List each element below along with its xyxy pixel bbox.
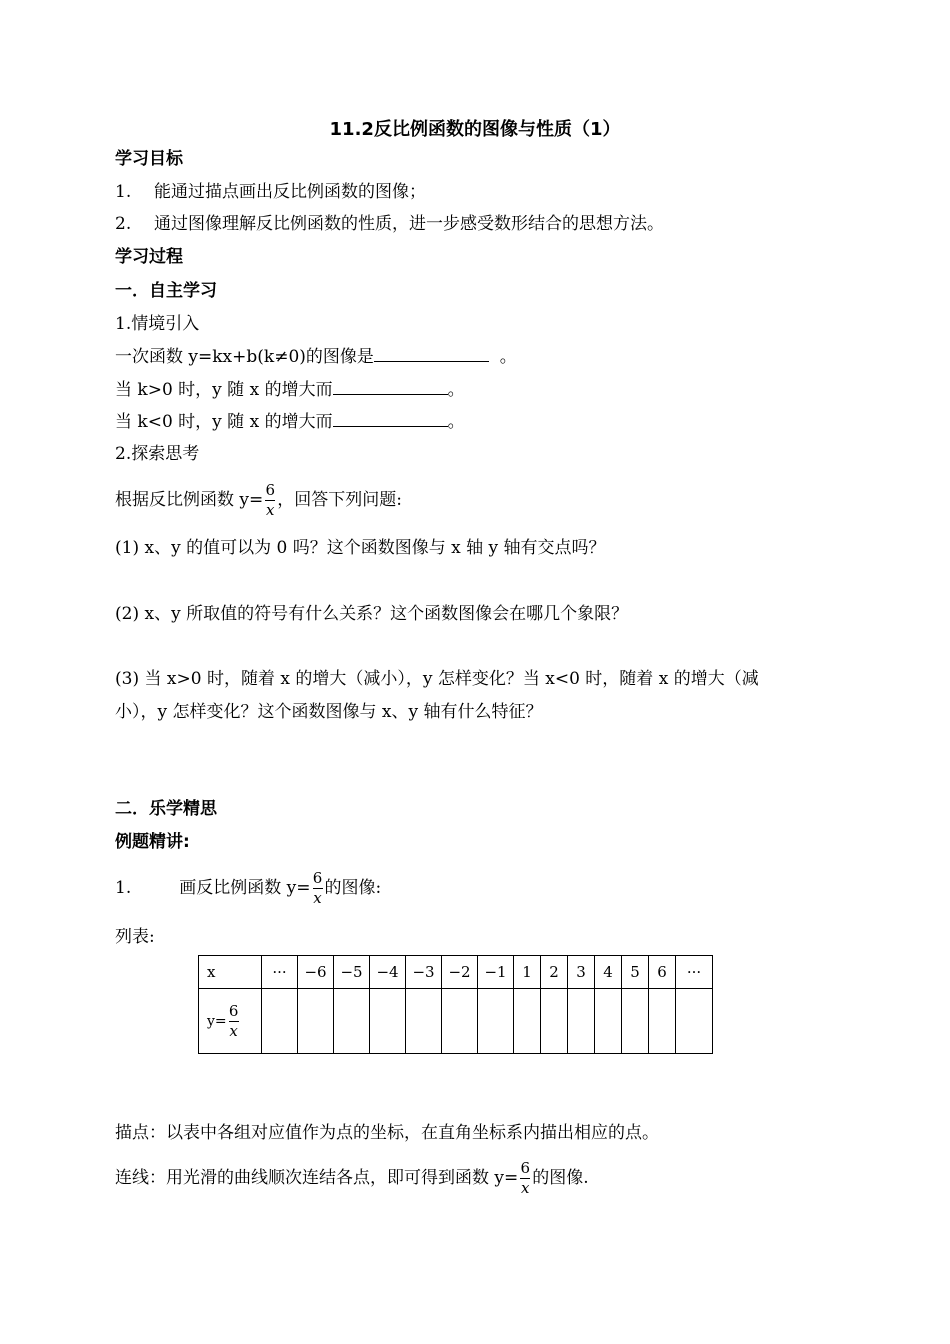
value-table (198, 955, 713, 1054)
table-cell-x: 3 (568, 956, 595, 989)
table-cell-y[interactable] (406, 989, 442, 1054)
answer-blank[interactable] (333, 378, 448, 395)
table-cell-y[interactable] (262, 989, 298, 1054)
fraction-6-over-x: $\frac{6}{x}$ (520, 1159, 531, 1197)
question-1: (1) x、y 的值可以为 0 吗？这个函数图像与 x 轴 y 轴有交点吗？ (115, 538, 606, 558)
connect-instruction (115, 1156, 589, 1200)
question-3-line1: (3) 当 x>0 时，随着 x 的增大（减小），y 怎样变化？当 x<0 时，随着 x 的增大（减 (115, 669, 759, 689)
table-cell-y[interactable] (568, 989, 595, 1054)
goal-text: 通过图像理解反比例函数的性质，进一步感受数形结合的思想方法。 (154, 214, 665, 234)
table-cell-y[interactable] (334, 989, 370, 1054)
section1-heading: 一．自主学习 (115, 281, 217, 301)
answer-blank[interactable] (374, 345, 489, 362)
table-cell-x: 5 (622, 956, 649, 989)
question-linear-graph (115, 345, 517, 368)
table-cell-y[interactable] (298, 989, 334, 1054)
explore-intro (115, 478, 402, 522)
fraction-6-over-x: $\frac{6}{x}$ (228, 1001, 239, 1040)
section2-heading: 二．乐学精思 (115, 799, 217, 819)
table-head-x: x (199, 956, 262, 989)
question-k-negative (115, 410, 465, 433)
question-text: 一次函数 y=kx+b(k≠0)的图像是 (115, 347, 374, 367)
connect-text: 连线：用光滑的曲线顺次连结各点，即可得到函数 y= (115, 1168, 519, 1188)
table-cell-x: −4 (370, 956, 406, 989)
question-end: 。 (447, 412, 465, 432)
table-cell-x: ··· (262, 956, 298, 989)
example-text: 画反比例函数 y= (179, 878, 311, 898)
example-heading: 例题精讲: (115, 832, 190, 852)
table-cell-y[interactable] (541, 989, 568, 1054)
table-cell-x: ··· (676, 956, 713, 989)
table-cell-y[interactable] (676, 989, 713, 1054)
question-end: 。 (447, 380, 465, 400)
fraction-6-over-x: $\frac{6}{x}$ (265, 481, 276, 519)
table-cell-y[interactable] (370, 989, 406, 1054)
question-end: 。 (499, 347, 517, 367)
goal-item-1 (115, 181, 426, 203)
example-number: 1. (115, 878, 132, 898)
plot-instruction: 描点：以表中各组对应值作为点的坐标，在直角坐标系内描出相应的点。 (115, 1123, 659, 1143)
explore-text-end: ，回答下列问题: (277, 490, 402, 510)
example-text-end: 的图像: (324, 878, 382, 898)
table-cell-y[interactable] (622, 989, 649, 1054)
table-cell-x: −6 (298, 956, 334, 989)
list-label: 列表: (115, 927, 155, 947)
question-2: (2) x、y 所取值的符号有什么关系？这个函数图像会在哪几个象限？ (115, 604, 629, 624)
intro-label: 1.情境引入 (115, 314, 200, 334)
table-cell-y[interactable] (442, 989, 478, 1054)
table-head-y (199, 989, 262, 1054)
question-text: 当 k<0 时，y 随 x 的增大而 (115, 412, 333, 432)
goal-text: 能通过描点画出反比例函数的图像； (154, 182, 427, 202)
table-cell-x: −2 (442, 956, 478, 989)
goal-number: 2. (115, 214, 132, 234)
example-1 (115, 866, 381, 910)
process-heading: 学习过程 (115, 247, 183, 267)
connect-text-end: 的图像. (532, 1168, 589, 1188)
question-text: 当 k>0 时，y 随 x 的增大而 (115, 380, 333, 400)
goal-number: 1. (115, 182, 132, 202)
table-cell-x: 2 (541, 956, 568, 989)
question-3-line2: 小），y 怎样变化？这个函数图像与 x、y 轴有什么特征？ (115, 702, 543, 722)
table-cell-x: 4 (595, 956, 622, 989)
table-row-y (199, 989, 713, 1054)
table-cell-x: −1 (478, 956, 514, 989)
page-title: 11.2反比例函数的图像与性质（1） (329, 119, 621, 140)
goals-heading: 学习目标 (115, 149, 183, 169)
answer-blank[interactable] (333, 410, 448, 427)
table-cell-x: 1 (514, 956, 541, 989)
table-cell-y[interactable] (649, 989, 676, 1054)
goal-item-2 (115, 213, 664, 235)
y-equals: y= (207, 1013, 227, 1029)
explore-label: 2.探索思考 (115, 444, 200, 464)
table-cell-x: −3 (406, 956, 442, 989)
question-k-positive (115, 378, 465, 401)
table-cell-y[interactable] (478, 989, 514, 1054)
table-cell-x: 6 (649, 956, 676, 989)
table-cell-y[interactable] (595, 989, 622, 1054)
table-row-x (199, 956, 713, 989)
fraction-6-over-x: $\frac{6}{x}$ (312, 869, 323, 907)
explore-text: 根据反比例函数 y= (115, 490, 264, 510)
table-cell-x: −5 (334, 956, 370, 989)
table-cell-y[interactable] (514, 989, 541, 1054)
